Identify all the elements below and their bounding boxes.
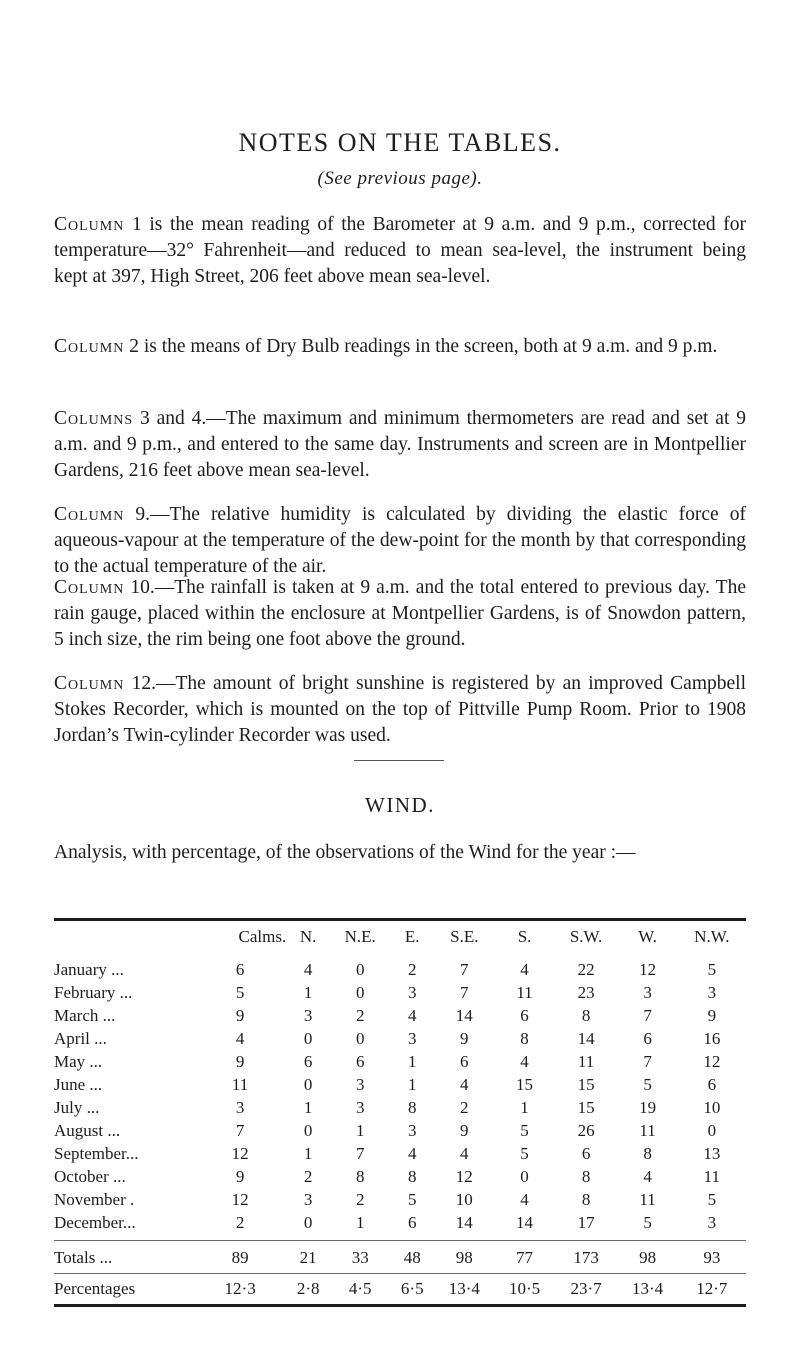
table-cell: 11 bbox=[577, 1051, 595, 1071]
table-cell: 8 bbox=[643, 1143, 652, 1163]
table-cell: 15 bbox=[577, 1097, 595, 1117]
table-cell: 6 bbox=[407, 1212, 417, 1232]
table-cell: 9 bbox=[235, 1166, 245, 1186]
row-label: June ... bbox=[54, 1074, 103, 1094]
note-text: 10.—The rainfall is taken at 9 a.m. and the total entered to previous day. The rain gauge, placed within the enclosure at Montpellier Gardens, is of Snowdon pattern, 5 inch size, the rim being one foot above the ground. bbox=[54, 577, 746, 650]
table-cell: 1 bbox=[355, 1120, 365, 1140]
table-cell: 2 bbox=[355, 1189, 365, 1209]
table-cell: 4 bbox=[520, 959, 529, 979]
table-cell: 1 bbox=[303, 1097, 313, 1117]
table-cell: 93 bbox=[678, 1241, 746, 1274]
table-cell: 3 bbox=[407, 982, 417, 1002]
table-cell: 6 bbox=[707, 1074, 717, 1094]
table-cell: 2 bbox=[355, 1005, 365, 1025]
row-label: April ... bbox=[54, 1028, 107, 1048]
table-cell: 5 bbox=[235, 982, 245, 1002]
table-cell: 7 bbox=[460, 982, 469, 1002]
table-cell: 12 bbox=[231, 1189, 249, 1209]
wind-table-body bbox=[54, 952, 746, 1306]
table-cell: 19 bbox=[639, 1097, 657, 1117]
table-row bbox=[54, 952, 746, 981]
table-cell: 11 bbox=[231, 1074, 249, 1094]
percentages-row bbox=[54, 1274, 746, 1306]
table-cell: 0 bbox=[303, 1212, 313, 1232]
table-row bbox=[54, 1142, 746, 1165]
note-text: 9.—The relative humidity is calculated by dividing the elastic force of aqueous-vapour at the temperature of the dew-point for the month by that corresponding to the actual temperature of the air. bbox=[54, 504, 746, 577]
table-cell: 21 bbox=[286, 1241, 330, 1274]
table-row bbox=[54, 1188, 746, 1211]
table-cell: 0 bbox=[303, 1028, 313, 1048]
table-cell: 8 bbox=[581, 1166, 591, 1186]
table-cell: 10·5 bbox=[494, 1274, 554, 1306]
table-cell: 4 bbox=[303, 959, 313, 979]
note-lead: Column bbox=[54, 673, 125, 694]
table-cell: 1 bbox=[303, 1143, 313, 1163]
table-cell: 10 bbox=[455, 1189, 473, 1209]
table-cell: 9 bbox=[707, 1005, 717, 1025]
table-cell: 9 bbox=[460, 1028, 469, 1048]
table-row bbox=[54, 1165, 746, 1188]
row-label: November . bbox=[54, 1189, 135, 1209]
table-cell: 8 bbox=[581, 1189, 591, 1209]
table-cell: 5 bbox=[707, 959, 717, 979]
table-cell: 11 bbox=[516, 982, 533, 1002]
table-cell: 5 bbox=[707, 1189, 717, 1209]
row-label: February ... bbox=[54, 982, 133, 1002]
table-cell: 3 bbox=[643, 982, 652, 1002]
table-cell: 7 bbox=[643, 1051, 652, 1071]
note-text: 12.—The amount of bright sunshine is registered by an improved Campbell Stokes Recorder, which is mounted on the top of Pittville Pump Room. Prior to 1908 Jordan’s Twin-cylinder Recorder was used. bbox=[54, 673, 746, 746]
table-cell: 6 bbox=[643, 1028, 652, 1048]
note-column-2 bbox=[54, 334, 746, 360]
column-header: N. bbox=[299, 927, 317, 946]
page-subtitle: (See previous page). bbox=[317, 168, 483, 189]
row-label: March ... bbox=[54, 1005, 116, 1025]
table-row bbox=[54, 981, 746, 1004]
table-cell: 3 bbox=[303, 1189, 313, 1209]
column-header: S. bbox=[517, 927, 532, 946]
table-cell: 13·4 bbox=[617, 1274, 677, 1306]
table-cell: 8 bbox=[355, 1166, 365, 1186]
table-cell: 4 bbox=[520, 1189, 529, 1209]
table-cell: 5 bbox=[520, 1143, 529, 1163]
row-label: August ... bbox=[54, 1120, 121, 1140]
table-cell: 14 bbox=[577, 1028, 595, 1048]
note-lead: Column bbox=[54, 214, 125, 235]
table-cell: 3 bbox=[303, 1005, 313, 1025]
row-label: December... bbox=[54, 1212, 136, 1232]
table-cell: 1 bbox=[303, 982, 313, 1002]
table-cell: 12 bbox=[639, 959, 657, 979]
table-row bbox=[54, 1004, 746, 1027]
table-cell: 5 bbox=[643, 1074, 652, 1094]
table-cell: 2 bbox=[460, 1097, 469, 1117]
table-row bbox=[54, 1119, 746, 1142]
table-cell: 5 bbox=[407, 1189, 417, 1209]
table-cell: 0 bbox=[520, 1166, 529, 1186]
table-cell: 16 bbox=[703, 1028, 721, 1048]
table-cell: 77 bbox=[494, 1241, 554, 1274]
column-header: S.E. bbox=[450, 927, 479, 946]
table-cell: 3 bbox=[407, 1028, 417, 1048]
note-column-9 bbox=[54, 502, 746, 580]
table-cell: 173 bbox=[555, 1241, 618, 1274]
column-header: N.W. bbox=[694, 927, 730, 946]
table-cell: 3 bbox=[707, 982, 717, 1002]
row-label: July ... bbox=[54, 1097, 100, 1117]
table-cell: 2 bbox=[407, 959, 417, 979]
wind-header-row bbox=[54, 920, 746, 953]
table-cell: 13·4 bbox=[434, 1274, 494, 1306]
table-cell: 9 bbox=[460, 1120, 469, 1140]
table-row bbox=[54, 1027, 746, 1050]
note-column-12 bbox=[54, 671, 746, 749]
row-label: January ... bbox=[54, 959, 124, 979]
table-cell: 10 bbox=[703, 1097, 721, 1117]
table-cell: 89 bbox=[194, 1241, 286, 1274]
row-label: Percentages bbox=[54, 1274, 194, 1306]
table-cell: 3 bbox=[407, 1120, 417, 1140]
table-cell: 14 bbox=[516, 1212, 534, 1232]
table-cell: 6 bbox=[303, 1051, 313, 1071]
table-cell: 4 bbox=[520, 1051, 529, 1071]
totals-row bbox=[54, 1241, 746, 1274]
table-cell: 14 bbox=[455, 1005, 473, 1025]
wind-section-title: WIND. bbox=[365, 793, 435, 817]
table-cell: 2 bbox=[235, 1212, 245, 1232]
table-cell: 98 bbox=[617, 1241, 677, 1274]
table-cell: 6 bbox=[581, 1143, 591, 1163]
table-cell: 12 bbox=[455, 1166, 473, 1186]
table-cell: 7 bbox=[355, 1143, 365, 1163]
table-cell: 8 bbox=[520, 1028, 529, 1048]
table-cell: 2 bbox=[303, 1166, 313, 1186]
table-cell: 14 bbox=[455, 1212, 473, 1232]
table-cell: 11 bbox=[703, 1166, 721, 1186]
column-header: N.E. bbox=[344, 927, 376, 946]
table-cell: 3 bbox=[707, 1212, 717, 1232]
row-label: October ... bbox=[54, 1166, 126, 1186]
table-cell: 8 bbox=[407, 1097, 417, 1117]
note-column-1 bbox=[54, 212, 746, 290]
table-cell: 3 bbox=[235, 1097, 245, 1117]
note-lead: Column bbox=[54, 336, 125, 357]
table-cell: 6 bbox=[520, 1005, 529, 1025]
note-text: 1 is the mean reading of the Barometer at 9 a.m. and 9 p.m., corrected for temperature—32° Fahrenheit—and reduced to mean sea-level, the instrument being kept at 397, High Street, 206 feet above mean sea-level. bbox=[54, 214, 746, 287]
table-cell: 8 bbox=[581, 1005, 591, 1025]
table-cell: 1 bbox=[355, 1212, 365, 1232]
table-cell: 8 bbox=[407, 1166, 417, 1186]
table-row bbox=[54, 1096, 746, 1119]
table-cell: 7 bbox=[235, 1120, 245, 1140]
note-lead: Column bbox=[54, 577, 125, 598]
table-cell: 48 bbox=[390, 1241, 434, 1274]
table-cell: 11 bbox=[639, 1120, 656, 1140]
table-cell: 33 bbox=[330, 1241, 390, 1274]
row-label: May ... bbox=[54, 1051, 103, 1071]
column-header: Calms. bbox=[238, 927, 287, 946]
table-cell: 0 bbox=[303, 1074, 313, 1094]
table-row bbox=[54, 1211, 746, 1241]
table-row bbox=[54, 1073, 746, 1096]
table-cell: 6 bbox=[355, 1051, 365, 1071]
table-cell: 11 bbox=[639, 1189, 656, 1209]
table-cell: 0 bbox=[355, 1028, 365, 1048]
table-cell: 22 bbox=[577, 959, 595, 979]
table-cell: 12 bbox=[703, 1051, 721, 1071]
table-cell: 12·7 bbox=[678, 1274, 746, 1306]
table-cell: 0 bbox=[355, 959, 365, 979]
row-label: Totals ... bbox=[54, 1241, 194, 1274]
table-cell: 3 bbox=[355, 1074, 365, 1094]
column-header: S.W. bbox=[569, 927, 603, 946]
note-columns-3-4 bbox=[54, 406, 746, 484]
table-cell: 0 bbox=[707, 1120, 717, 1140]
table-cell: 23 bbox=[577, 982, 595, 1002]
table-cell: 23·7 bbox=[555, 1274, 618, 1306]
note-lead: Columns bbox=[54, 408, 134, 429]
table-cell: 4 bbox=[235, 1028, 245, 1048]
table-cell: 6 bbox=[460, 1051, 469, 1071]
note-column-10 bbox=[54, 575, 746, 653]
wind-analysis-text: Analysis, with percentage, of the observations of the Wind for the year :— bbox=[54, 842, 636, 863]
table-cell: 0 bbox=[355, 982, 365, 1002]
note-text: 3 and 4.—The maximum and minimum thermometers are read and set at 9 a.m. and 9 p.m., and entered to the same day. Instruments and screen are in Montpellier Gardens, 216 feet above mean sea-level. bbox=[54, 408, 746, 481]
table-cell: 6·5 bbox=[390, 1274, 434, 1306]
table-cell: 4 bbox=[407, 1143, 417, 1163]
table-cell: 4·5 bbox=[330, 1274, 390, 1306]
table-cell: 4 bbox=[407, 1005, 417, 1025]
column-header: E. bbox=[404, 927, 420, 946]
table-cell: 4 bbox=[460, 1074, 469, 1094]
table-cell: 4 bbox=[643, 1166, 652, 1186]
table-cell: 7 bbox=[643, 1005, 652, 1025]
table-cell: 98 bbox=[434, 1241, 494, 1274]
table-cell: 9 bbox=[235, 1051, 245, 1071]
table-cell: 13 bbox=[703, 1143, 721, 1163]
month-header bbox=[54, 920, 194, 953]
table-cell: 17 bbox=[577, 1212, 595, 1232]
table-cell: 15 bbox=[577, 1074, 595, 1094]
page-title: NOTES ON THE TABLES. bbox=[238, 128, 562, 157]
table-cell: 26 bbox=[577, 1120, 595, 1140]
table-cell: 5 bbox=[520, 1120, 529, 1140]
table-cell: 5 bbox=[643, 1212, 652, 1232]
row-label: September... bbox=[54, 1143, 139, 1163]
table-cell: 7 bbox=[460, 959, 469, 979]
table-row bbox=[54, 1050, 746, 1073]
section-divider bbox=[354, 760, 444, 761]
table-cell: 9 bbox=[235, 1005, 245, 1025]
table-cell: 0 bbox=[303, 1120, 313, 1140]
table-cell: 2·8 bbox=[286, 1274, 330, 1306]
table-cell: 4 bbox=[460, 1143, 469, 1163]
column-header: W. bbox=[638, 927, 657, 946]
note-text: 2 is the means of Dry Bulb readings in the screen, both at 9 a.m. and 9 p.m. bbox=[124, 336, 718, 357]
table-cell: 1 bbox=[520, 1097, 529, 1117]
table-cell: 1 bbox=[407, 1051, 417, 1071]
table-cell: 12·3 bbox=[194, 1274, 286, 1306]
wind-table bbox=[54, 918, 746, 1307]
table-cell: 3 bbox=[355, 1097, 365, 1117]
note-lead: Column bbox=[54, 504, 125, 525]
table-cell: 12 bbox=[231, 1143, 249, 1163]
table-cell: 1 bbox=[407, 1074, 417, 1094]
table-cell: 15 bbox=[516, 1074, 534, 1094]
table-cell: 6 bbox=[235, 959, 245, 979]
